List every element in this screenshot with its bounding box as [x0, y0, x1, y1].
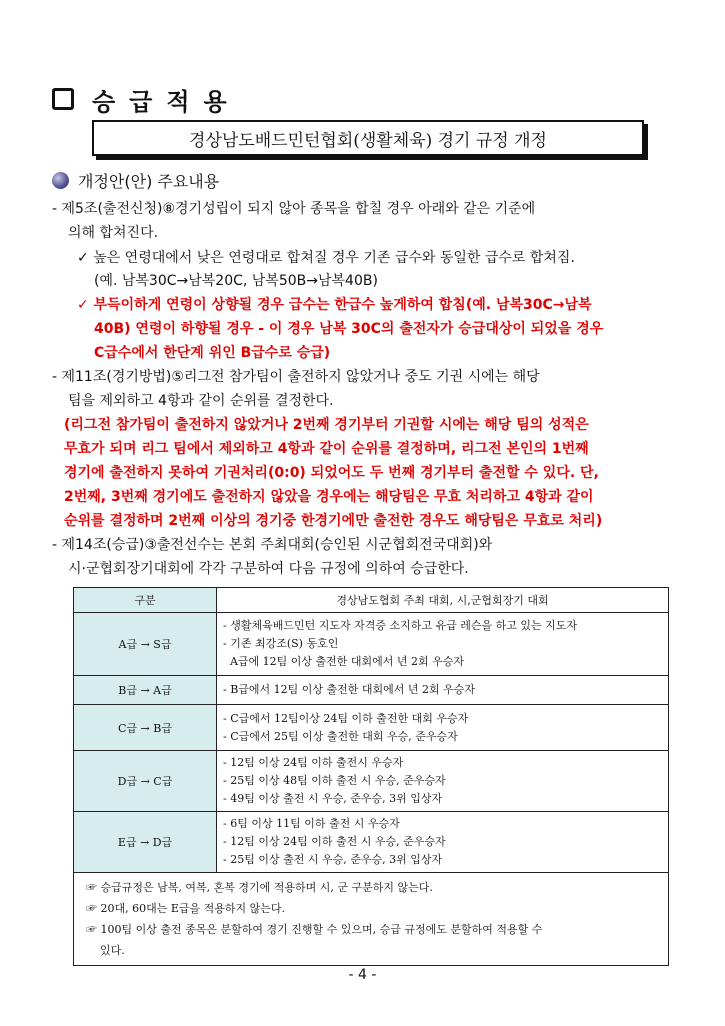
table-row — [74, 613, 669, 676]
item1-line1: - 제5조(출전신청)⑧경기성립이 되지 않아 종목을 합칠 경우 아래와 같은 기준에 — [52, 201, 536, 217]
table-header-rules: 경상남도협회 주최 대회, 시,군협회장기 대회 — [217, 588, 669, 613]
sub-heading-text: 개정안(안) 주요내용 — [78, 172, 220, 191]
note-line: ☞ 승급규정은 남복, 여복, 혼복 경기에 적용하며 시, 군 구분하지 않는다. — [86, 881, 433, 894]
grade-cell: E급 → D급 — [74, 812, 217, 873]
rule-line: - 49팀 이상 출전 시 우승, 준우승, 3위 입상자 — [223, 792, 443, 805]
rule-line: - 기존 최강조(S) 동호인 — [223, 637, 339, 650]
rule-line: - 6팀 이상 11팀 이하 출전 시 우승자 — [223, 817, 400, 830]
item3-line1: - 제14조(승급)③출전선수는 본회 주최대회(승인된 시군협회전국대회)와 — [52, 537, 493, 553]
notes-cell — [74, 873, 669, 966]
check1-line2: (예. 남복30C→남복20C, 남복50B→남복40B) — [94, 273, 378, 289]
item2-line2: 팀을 제외하고 4항과 같이 순위를 결정한다. — [68, 393, 334, 409]
check1-text: 높은 연령대에서 낮은 연령대로 합쳐질 경우 기존 급수와 동일한 급수로 합쳐짐. — [93, 250, 575, 266]
red-note-line1: (리그전 참가팀이 출전하지 않았거나 2번째 경기부터 기권할 시에는 해당 팀의 성적은 — [64, 417, 589, 433]
red-note-line4: 2번째, 3번째 경기에도 출전하지 않았을 경우에는 해당팀은 무효 처리하고 4항과 같이 — [64, 489, 594, 505]
item3-line2: 시·군협회장기대회에 각각 구분하여 다음 규정에 의하여 승급한다. — [68, 561, 469, 577]
promotion-rules-table — [73, 587, 669, 966]
check2-text: 부득이하게 연령이 상향될 경우 급수는 한급수 높게하여 합침(예. 남복30C→남복 — [93, 297, 592, 313]
rule-line: - C급에서 12팀이상 24팀 이하 출전한 대회 우승자 — [223, 711, 469, 725]
table-row — [74, 676, 669, 705]
rule-line: A급에 12팀 이상 출전한 대회에서 년 2회 우승자 — [223, 655, 465, 668]
regulation-title: 경상남도배드민턴협회(생활체육) 경기 규정 개정 — [189, 130, 547, 151]
check2-line1 — [77, 293, 592, 317]
table-row — [74, 812, 669, 873]
section-title — [52, 82, 241, 116]
red-note-line3: 경기에 출전하지 못하여 기권처리(0:0) 되었어도 두 번째 경기부터 출전할 수 있다. 단, — [64, 465, 599, 481]
note-line: ☞ 100팀 이상 출전 종목은 분할하여 경기 진행할 수 있으며, 승급 규정에도 분할하여 적용할 수 — [86, 923, 543, 936]
rule-line: - 25팀 이상 출전 시 우승, 준우승, 3위 입상자 — [223, 853, 443, 866]
section-title-text: 승급적용 — [92, 87, 241, 116]
rule-cell — [217, 751, 669, 812]
check2-line3: C급수에서 한단계 위인 B급수로 승급) — [94, 345, 331, 361]
rule-line: - B급에서 12팀 이상 출전한 대회에서 년 2회 우승자 — [223, 683, 476, 696]
check1-line1 — [77, 246, 575, 270]
red-note-line5: 순위를 결정하며 2번째 이상의 경기중 한경기에만 출전한 경우도 해당팀은 무효로 처리) — [64, 513, 603, 529]
rule-cell — [217, 705, 669, 751]
check-mark-icon: ✓ — [77, 250, 89, 266]
bullet-ball-icon — [52, 172, 69, 189]
rule-cell — [217, 613, 669, 676]
rule-line: - 12팀 이상 24팀 이하 출전시 우승자 — [223, 756, 404, 769]
grade-cell: D급 → C급 — [74, 751, 217, 812]
checkbox-icon — [52, 88, 74, 110]
table-header-row — [74, 588, 669, 613]
grade-cell: A급 → S급 — [74, 613, 217, 676]
page-number: - 4 - — [348, 967, 377, 983]
check2-line2: 40B) 연령이 하향될 경우 - 이 경우 남복 30C의 출전자가 승급대상이 되었을 경우 — [94, 321, 604, 337]
sub-heading — [52, 169, 219, 192]
note-line: 있다. — [86, 944, 125, 957]
table-header-category: 구분 — [74, 588, 217, 613]
table-row — [74, 751, 669, 812]
item2-line1: - 제11조(경기방법)⑤리그전 참가팀이 출전하지 않았거나 중도 기권 시에는 해당 — [52, 369, 540, 385]
rule-line: - 12팀 이상 24팀 이하 출전 시 우승, 준우승자 — [223, 835, 446, 848]
rule-line: - 생활체육배드민턴 지도자 자격증 소지하고 유급 레슨을 하고 있는 지도자 — [223, 619, 577, 632]
rule-cell — [217, 676, 669, 705]
table-row — [74, 705, 669, 751]
red-note-line2: 무효가 되며 리그 팀에서 제외하고 4항과 같이 순위를 결정하며, 리그전 본인의 1번째 — [64, 441, 589, 457]
item1-line2: 의해 합쳐진다. — [68, 225, 159, 241]
regulation-title-box — [92, 120, 644, 156]
rule-line: - 25팀 이상 48팀 이하 출전 시 우승, 준우승자 — [223, 774, 446, 787]
check-mark-icon: ✓ — [77, 297, 89, 313]
note-line: ☞ 20대, 60대는 E급을 적용하지 않는다. — [86, 902, 286, 915]
grade-cell: B급 → A급 — [74, 676, 217, 705]
rule-line: - C급에서 25팀 이상 출전한 대회 우승, 준우승자 — [223, 729, 458, 743]
table-notes-row — [74, 873, 669, 966]
grade-cell: C급 → B급 — [74, 705, 217, 751]
rule-cell — [217, 812, 669, 873]
